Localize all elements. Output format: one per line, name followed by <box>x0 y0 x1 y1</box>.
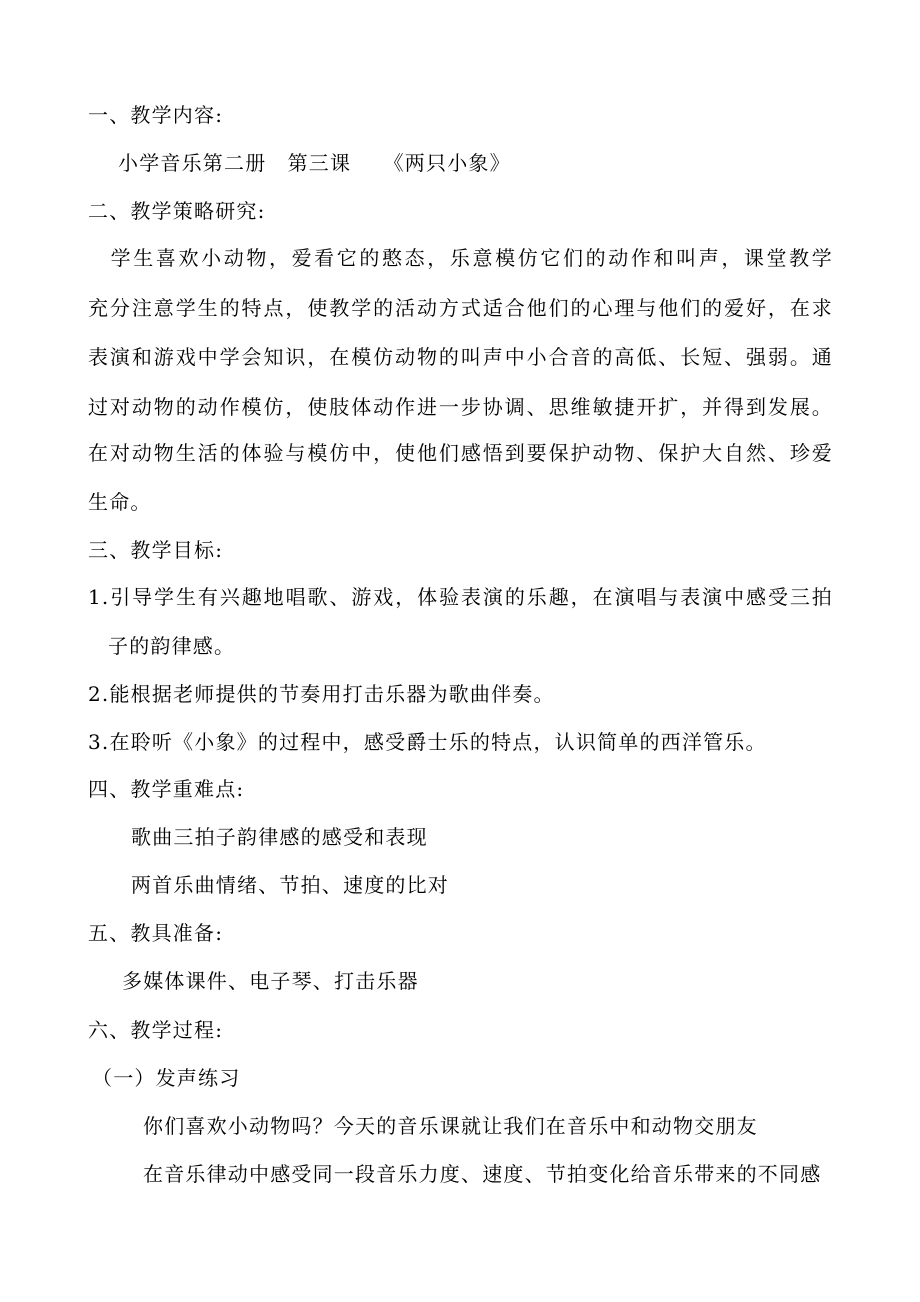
goal-item: 2.能根据老师提供的节奏用打击乐器为歌曲伴奏。 <box>88 682 555 706</box>
section-4-heading: 四、教学重难点: <box>88 777 245 801</box>
key-point-item: 两首乐曲情绪、节拍、速度的比对 <box>131 873 449 897</box>
strategy-paragraph-line: 表演和游戏中学会知识，在模仿动物的叫声中小合音的高低、长短、强弱。通 <box>88 345 833 369</box>
strategy-paragraph-line: 生命。 <box>88 490 152 514</box>
strategy-paragraph-line: 过对动物的动作模仿，使肢体动作进一步协调、思维敏捷开扩，并得到发展。 <box>88 395 833 419</box>
materials-line: 多媒体课件、电子琴、打击乐器 <box>122 969 419 993</box>
section-3-heading: 三、教学目标: <box>88 538 224 562</box>
subsection-heading: （一）发声练习 <box>92 1066 241 1090</box>
strategy-paragraph-line: 学生喜欢小动物，爱看它的憨态，乐意模仿它们的动作和叫声，课堂教学 <box>88 246 833 270</box>
goal-item: 3.在聆听《小象》的过程中，感受爵士乐的特点，认识简单的西洋管乐。 <box>88 730 767 754</box>
process-text-line: 在音乐律动中感受同一段音乐力度、速度、节拍变化给音乐带来的不同感 <box>143 1162 822 1186</box>
strategy-paragraph-line: 在对动物生活的体验与模仿中，使他们感悟到要保护动物、保护大自然、珍爱 <box>88 441 833 465</box>
lesson-title-line: 小学音乐第二册 第三课 《两只小象》 <box>118 151 511 175</box>
section-1-heading: 一、教学内容: <box>88 103 224 127</box>
section-2-heading: 二、教学策略研究: <box>88 199 266 223</box>
process-text-line: 你们喜欢小动物吗？今天的音乐课就让我们在音乐中和动物交朋友 <box>143 1114 758 1138</box>
goal-item: 1.引导学生有兴趣地唱歌、游戏，体验表演的乐趣，在演唱与表演中感受三拍 <box>88 585 833 609</box>
strategy-paragraph-line: 充分注意学生的特点，使教学的活动方式适合他们的心理与他们的爱好，在求 <box>88 296 833 320</box>
section-5-heading: 五、教具准备: <box>88 921 224 945</box>
section-6-heading: 六、教学过程: <box>88 1018 224 1042</box>
goal-item-continuation: 子的韵律感。 <box>108 634 236 658</box>
key-point-item: 歌曲三拍子韵律感的感受和表现 <box>131 825 428 849</box>
